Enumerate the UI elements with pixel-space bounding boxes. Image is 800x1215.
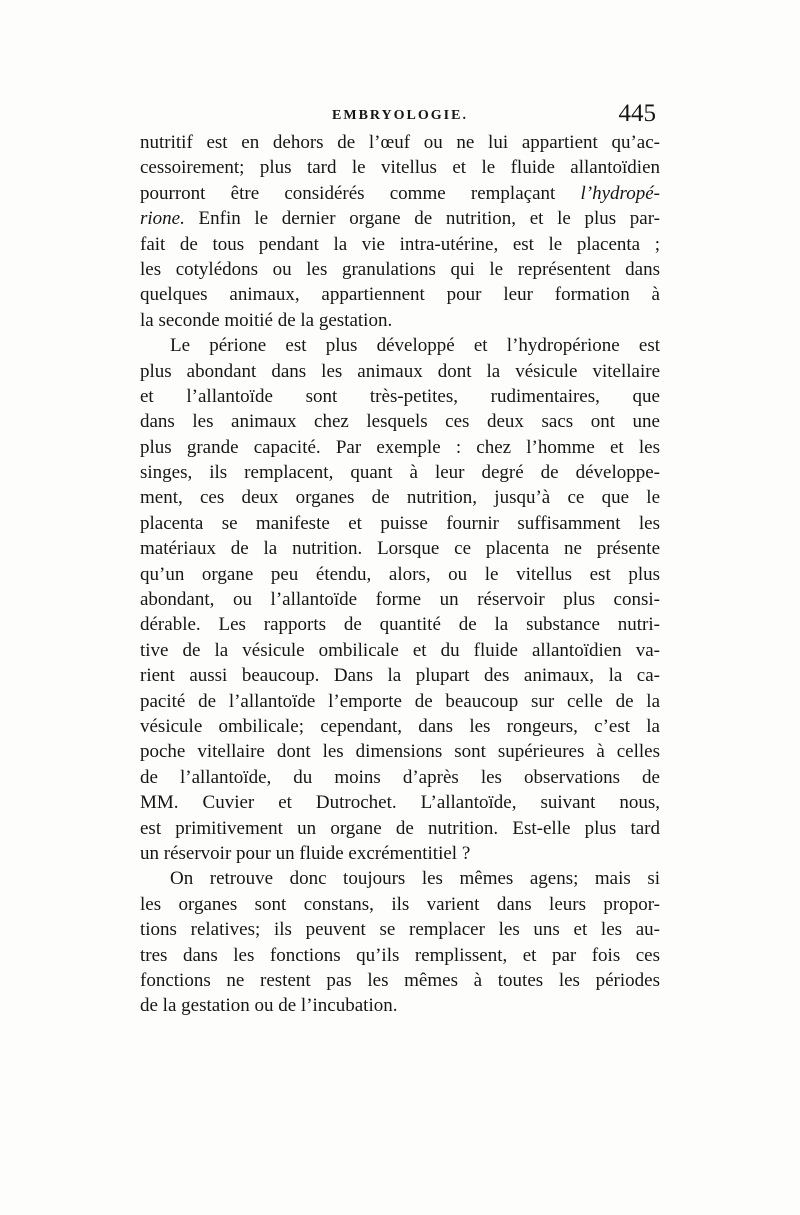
text-line — [140, 917, 660, 942]
text-segment: singes, ils remplacent, quant à leur degré de développe- — [140, 462, 660, 484]
text-line — [140, 130, 660, 155]
running-head — [140, 100, 660, 130]
text-segment: placenta se manifeste et puisse fournir suffisamment les — [140, 512, 660, 534]
text-segment: matériaux de la nutrition. Lorsque ce placenta ne présente — [140, 538, 660, 560]
text-line — [140, 232, 660, 257]
body-text — [140, 130, 660, 1019]
text-segment: plus grande capacité. Par exemple : chez l’homme et les — [140, 436, 660, 458]
text-segment: un réservoir pour un fluide excrémentitiel ? — [140, 842, 471, 864]
text-line — [140, 866, 660, 891]
text-line — [140, 892, 660, 917]
text-line — [140, 308, 660, 333]
text-line — [140, 282, 660, 307]
text-segment: qu’un organe peu étendu, alors, ou le vitellus est plus — [140, 563, 660, 585]
text-segment: Enfin le dernier organe de nutrition, et le plus par- — [184, 208, 660, 230]
text-segment: plus abondant dans les animaux dont la vésicule vitellaire — [140, 360, 660, 382]
text-segment: fait de tous pendant la vie intra-utérine, est le placenta ; — [140, 233, 660, 255]
text-line — [140, 765, 660, 790]
text-segment: MM. Cuvier et Dutrochet. L’allantoïde, suivant nous, — [140, 792, 660, 814]
text-segment: est primitivement un organe de nutrition. Est-elle plus tard — [140, 817, 660, 839]
text-line — [140, 689, 660, 714]
text-segment: les organes sont constans, ils varient dans leurs propor- — [140, 893, 660, 915]
text-segment: les cotylédons ou les granulations qui le représentent dans — [140, 258, 660, 280]
text-segment: tions relatives; ils peuvent se remplacer les uns et les au- — [140, 919, 660, 941]
italic-term: l’hydropé- — [580, 182, 660, 204]
text-line — [140, 435, 660, 460]
text-segment: rient aussi beaucoup. Dans la plupart des animaux, la ca- — [140, 665, 660, 687]
text-line — [140, 485, 660, 510]
text-line — [140, 587, 660, 612]
paragraph — [140, 333, 660, 866]
text-line — [140, 638, 660, 663]
text-line — [140, 257, 660, 282]
text-segment: quelques animaux, appartiennent pour leur formation à — [140, 284, 660, 306]
text-line — [140, 816, 660, 841]
text-line — [140, 206, 660, 231]
paragraph — [140, 866, 660, 1018]
text-segment: tres dans les fonctions qu’ils remplissent, et par fois ces — [140, 944, 660, 966]
text-line — [140, 714, 660, 739]
text-line — [140, 384, 660, 409]
text-segment: poche vitellaire dont les dimensions sont supérieures à celles — [140, 741, 660, 763]
running-title: EMBRYOLOGIE. — [332, 108, 468, 123]
text-segment: tive de la vésicule ombilicale et du fluide allantoïdien va- — [140, 639, 660, 661]
text-segment: de l’allantoïde, du moins d’après les observations de — [140, 766, 660, 788]
text-segment: et l’allantoïde sont très-petites, rudimentaires, que — [140, 385, 660, 407]
text-segment: pourront être considérés comme remplaçant — [140, 182, 581, 204]
text-segment: vésicule ombilicale; cependant, dans les rongeurs, c’est la — [140, 715, 660, 737]
text-segment: dans les animaux chez lesquels ces deux sacs ont une — [140, 411, 660, 433]
text-line — [140, 841, 660, 866]
text-segment: cessoirement; plus tard le vitellus et le fluide allantoïdien — [140, 157, 660, 179]
text-segment: pacité de l’allantoïde l’emporte de beaucoup sur celle de la — [140, 690, 660, 712]
text-line — [140, 536, 660, 561]
page-number: 445 — [618, 100, 656, 127]
paragraph — [140, 130, 660, 333]
text-line — [140, 511, 660, 536]
text-line — [140, 612, 660, 637]
text-line — [140, 155, 660, 180]
text-line — [140, 409, 660, 434]
text-segment: ment, ces deux organes de nutrition, jusqu’à ce que le — [140, 487, 660, 509]
text-line — [140, 739, 660, 764]
text-line — [140, 333, 660, 358]
text-line — [140, 181, 660, 206]
text-line — [140, 460, 660, 485]
text-line — [140, 943, 660, 968]
text-line — [140, 663, 660, 688]
text-line — [140, 993, 660, 1018]
text-line — [140, 562, 660, 587]
text-segment: de la gestation ou de l’incubation. — [140, 995, 398, 1017]
text-segment: nutritif est en dehors de l’œuf ou ne lui appartient qu’ac- — [140, 132, 660, 153]
text-segment: abondant, ou l’allantoïde forme un réservoir plus consi- — [140, 589, 660, 611]
text-segment: On retrouve donc toujours les mêmes agens; mais si — [170, 868, 660, 890]
text-line — [140, 790, 660, 815]
text-segment: dérable. Les rapports de quantité de la substance nutri- — [140, 614, 660, 636]
italic-term: rione. — [140, 208, 185, 230]
text-line — [140, 968, 660, 993]
text-segment: fonctions ne restent pas les mêmes à toutes les périodes — [140, 969, 660, 991]
text-segment: la seconde moitié de la gestation. — [140, 309, 393, 331]
text-segment: Le périone est plus développé et l’hydropérione est — [170, 335, 660, 357]
text-line — [140, 359, 660, 384]
